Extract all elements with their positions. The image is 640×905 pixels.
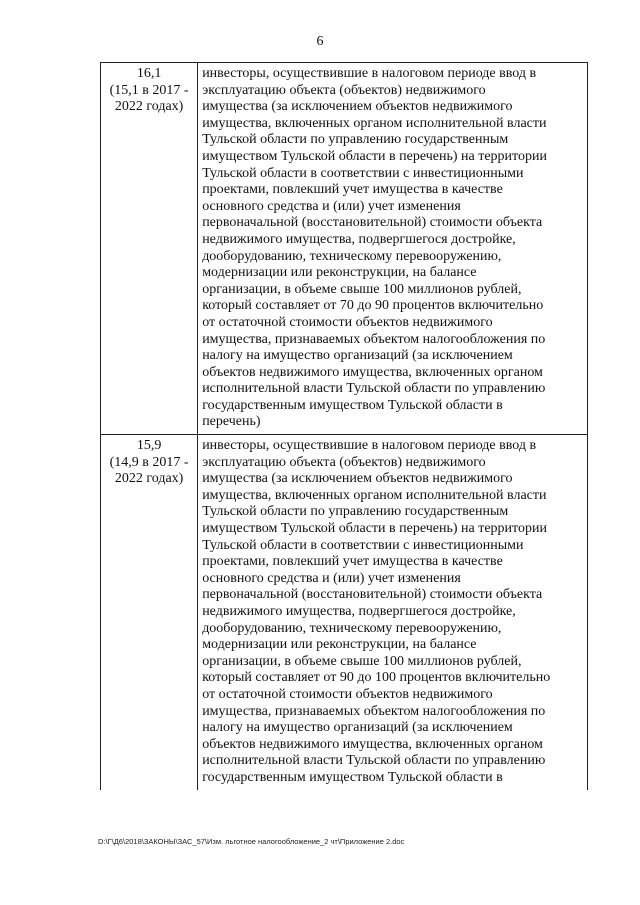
description-line: имуществом Тульской области в перечень) на территории [202,521,547,537]
description-line: модернизации или реконструкции, на балансе [202,265,477,281]
description-line: имущества (за исключением объектов недвижимого [202,471,513,487]
rate-cell [101,63,198,435]
description-line: Тульской области по управлению государственным [202,504,509,520]
description-line: имущества, признаваемых объектом налогообложения по [202,703,546,719]
description-line: проектами, повлекший учет имущества в качестве [202,182,503,198]
rate-note-line: 2022 годах) [114,471,184,487]
description-line: перечень) [202,414,261,430]
rate-cell [101,435,198,790]
page-number: 6 [316,34,324,49]
rate-value: 15,9 [136,438,162,454]
description-line: недвижимого имущества, подвергшегося достройке, [202,231,516,247]
rate-note-line: 2022 годах) [114,99,184,115]
description-line: государственным имуществом Тульской области в [202,769,503,785]
description-line: объектов недвижимого имущества, включенных органом [202,736,543,752]
description-line: налогу на имущество организаций (за исключением [202,348,513,364]
description-line: основного средства и (или) учет изменения [202,198,461,214]
rate-note-line: (14,9 в 2017 - [109,454,189,470]
description-line: исполнительной власти Тульской области по управлению [202,381,546,397]
description-line: инвесторы, осуществившие в налоговом периоде ввод в [202,438,537,454]
table-row [101,63,588,435]
description-line: государственным имуществом Тульской области в [202,397,503,413]
description-line: имуществом Тульской области в перечень) на территории [202,148,547,164]
rate-note-line: (15,1 в 2017 - [109,82,189,98]
description-line: от остаточной стоимости объектов недвижимого [202,686,493,702]
description-line: модернизации или реконструкции, на балансе [202,637,477,653]
description-line: имущества, включенных органом исполнительной власти [202,115,547,131]
description-line: эксплуатацию объекта (объектов) недвижимого [202,454,486,470]
table-row [101,435,588,790]
description-line: Тульской области по управлению государственным [202,132,509,148]
description-line: объектов недвижимого имущества, включенных органом [202,364,543,380]
description-line: имущества, признаваемых объектом налогообложения по [202,331,546,347]
description-cell [198,435,588,790]
description-line: эксплуатацию объекта (объектов) недвижимого [202,82,486,98]
description-line: Тульской области в соответствии с инвестиционными [202,537,524,553]
description-line: Тульской области в соответствии с инвестиционными [202,165,524,181]
description-line: организации, в объеме свыше 100 миллионов рублей, [202,281,522,297]
description-line: инвесторы, осуществившие в налоговом периоде ввод в [202,66,537,81]
description-line: от остаточной стоимости объектов недвижимого [202,314,493,330]
description-line: первоначальной (восстановительной) стоимости объекта [202,215,543,231]
description-line: основного средства и (или) учет изменения [202,570,461,586]
description-cell [198,63,588,435]
description-line: первоначальной (восстановительной) стоимости объекта [202,587,543,603]
description-line: недвижимого имущества, подвергшегося достройке, [202,604,516,619]
description-line: который составляет от 70 до 90 процентов включительно [202,298,544,314]
description-line: который составляет от 90 до 100 процентов включительно [202,670,551,686]
tax-rate-table [100,62,588,790]
description-line: проектами, повлекший учет имущества в качестве [202,554,503,570]
description-line: имущества (за исключением объектов недвижимого [202,99,513,115]
description-line: исполнительной власти Тульской области по управлению [202,753,546,769]
description-line: налогу на имущество организаций (за исключением [202,720,513,736]
description-line: имущества, включенных органом исполнительной власти [202,487,547,503]
rate-value: 16,1 [136,66,162,81]
description-line: дооборудованию, техническому перевооружению, [202,620,502,636]
description-line: дооборудованию, техническому перевооружению, [202,248,502,264]
footer-file-path: D:\Г\Д6\2018\ЗАКОНЫ\ЗАС_57\Изм. льготное налогообложение_2 чт\Приложение 2.doc [98,837,405,846]
description-line: организации, в объеме свыше 100 миллионов рублей, [202,653,522,669]
